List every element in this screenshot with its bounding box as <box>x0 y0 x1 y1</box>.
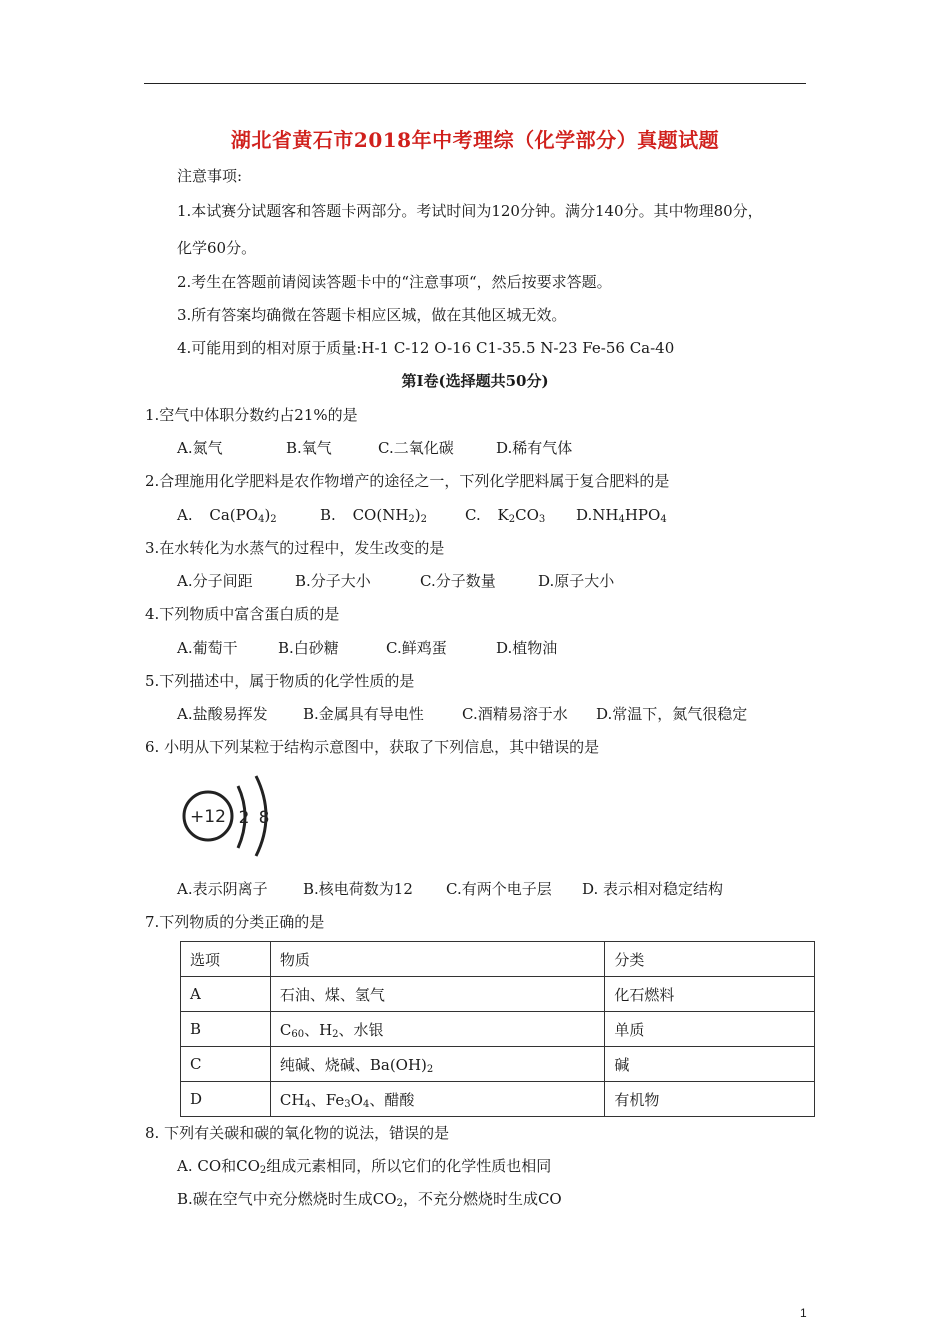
q8-option-b <box>177 1189 562 1214</box>
q8-stem: 8. 下列有关碳和碳的氧化物的说法，错误的是 <box>145 1124 450 1142</box>
q5-option-a: A.盐酸易挥发 <box>177 705 268 723</box>
row-c-s1n: 2 <box>426 1063 434 1075</box>
row-c-substance <box>270 1047 604 1082</box>
notice-item-1-cont: 化学60分。 <box>177 239 257 257</box>
q2-stem: 2.合理施用化学肥料是农作物增产的途径之一，下列化学肥料属于复合肥料的是 <box>145 472 670 490</box>
page-title: 湖北省黄石市2018年中考理综（化学部分）真题试题 <box>230 128 720 152</box>
notice-item-1: 1.本试赛分试题客和答题卡两部分。考试时间为120分钟。满分140分。其中物理80分， <box>177 202 763 220</box>
row-d-substance <box>270 1082 604 1117</box>
q2-a-f2: ) <box>264 506 271 524</box>
q3-option-c: C.分子数量 <box>420 572 496 590</box>
row-a-substance: 石油、煤、氢气 <box>270 977 604 1012</box>
q2-d-f1: D.NH <box>576 506 619 524</box>
q2-d-s1: 4 <box>618 514 625 525</box>
header-substance: 物质 <box>270 942 604 977</box>
q2-option-b <box>320 505 427 530</box>
row-d-s1n: 4 <box>304 1098 311 1110</box>
q2-c-s1: 2 <box>508 514 516 525</box>
section-title: 第Ⅰ卷(选择题共50分) <box>401 372 549 390</box>
row-b-s3: 、水银 <box>338 1020 384 1039</box>
q1-option-b: B.氧气 <box>286 439 332 457</box>
q8-a-2: 组成元素相同，所以它们的化学性质也相同 <box>266 1157 552 1175</box>
row-d-s3: O <box>350 1090 363 1109</box>
q2-d-s2: 4 <box>660 514 667 525</box>
q6-stem: 6. 小明从下列某粒于结构示意图中，获取了下列信息，其中错误的是 <box>145 738 600 756</box>
q4-option-a: A.葡萄干 <box>177 639 238 657</box>
table-row <box>181 977 815 1012</box>
header-rule <box>144 83 806 84</box>
row-b-category: 单质 <box>605 1012 815 1047</box>
q2-b-s1: 2 <box>408 514 415 525</box>
row-d-option: D <box>181 1082 271 1117</box>
row-b-s2n: 2 <box>332 1028 339 1040</box>
q4-stem: 4.下列物质中富含蛋白质的是 <box>145 605 340 623</box>
q2-b-label: B. <box>320 506 336 524</box>
table-row <box>181 1012 815 1047</box>
q4-option-d: D.植物油 <box>496 639 558 657</box>
row-d-category: 有机物 <box>605 1082 815 1117</box>
q6-option-b: B.核电荷数为12 <box>303 880 413 898</box>
row-c-category: 碱 <box>605 1047 815 1082</box>
q4-option-b: B.白砂糖 <box>278 639 339 657</box>
row-c-s1: 纯碱、烧碱、Ba(OH) <box>279 1055 427 1074</box>
q2-option-c <box>465 505 545 530</box>
q6-option-d: D. 表示相对稳定结构 <box>582 880 724 898</box>
row-d-s2: 、Fe <box>310 1090 345 1109</box>
q3-stem: 3.在水转化为水蒸气的过程中，发生改变的是 <box>145 539 445 557</box>
q2-option-a <box>177 505 277 530</box>
q8-a-1: A. CO和CO <box>177 1157 260 1175</box>
notice-heading: 注意事项: <box>177 167 243 185</box>
row-a-option: A <box>181 977 271 1012</box>
row-d-s3n: 4 <box>362 1098 370 1110</box>
q2-c-s2: 3 <box>538 514 546 525</box>
row-b-s1n: 60 <box>291 1028 305 1040</box>
q2-a-formula <box>209 506 276 524</box>
q3-option-d: D.原子大小 <box>538 572 615 590</box>
row-b-substance <box>270 1012 604 1047</box>
notice-item-2: 2.考生在答题前请阅读答题卡中的“注意事项“，然后按要求答题。 <box>177 273 612 291</box>
row-b-s2: 、H <box>304 1020 333 1039</box>
q8-b-2: ，不充分燃烧时生成CO <box>402 1190 562 1208</box>
row-d-s2n: 3 <box>344 1098 351 1110</box>
header-option: 选项 <box>181 942 271 977</box>
row-b-option: B <box>181 1012 271 1047</box>
q6-option-a: A.表示阴离子 <box>177 880 268 898</box>
q1-stem: 1.空气中体职分数约占21%的是 <box>145 406 358 424</box>
q1-option-c: C.二氧化碳 <box>378 439 454 457</box>
q8-a-1n: 2 <box>259 1165 267 1176</box>
q2-a-f1: Ca(PO <box>209 506 259 524</box>
nucleus-charge: +12 <box>190 807 226 827</box>
q2-a-s1: 4 <box>258 514 265 525</box>
q2-c-label: C. <box>465 506 481 524</box>
q8-b-1: B.碳在空气中充分燃烧时生成CO <box>177 1190 397 1208</box>
q5-option-c: C.酒精易溶于水 <box>462 705 568 723</box>
row-c-option: C <box>181 1047 271 1082</box>
q4-option-c: C.鲜鸡蛋 <box>386 639 447 657</box>
row-b-s1: C <box>279 1020 292 1039</box>
row-d-s1: CH <box>279 1090 305 1109</box>
q5-stem: 5.下列描述中，属于物质的化学性质的是 <box>145 672 415 690</box>
q8-b-1n: 2 <box>396 1198 403 1209</box>
q2-a-s2: 2 <box>270 514 277 525</box>
atom-structure-diagram <box>176 772 276 862</box>
q2-b-f1: CO(NH <box>352 506 409 524</box>
q6-option-c: C.有两个电子层 <box>446 880 552 898</box>
table-header-row <box>181 942 815 977</box>
q1-option-a: A.氮气 <box>177 439 223 457</box>
classification-table <box>180 941 815 1117</box>
q8-option-a <box>177 1156 551 1181</box>
q2-b-s2: 2 <box>420 514 428 525</box>
q2-c-formula <box>498 506 546 524</box>
row-a-category: 化石燃料 <box>605 977 815 1012</box>
q5-option-d: D.常温下，氮气很稳定 <box>596 705 748 723</box>
notice-item-4: 4.可能用到的相对原于质量:H-1 C-12 O-16 C1-35.5 N-23 Fe-56 Ca-40 <box>177 339 675 357</box>
q7-stem: 7.下列物质的分类正确的是 <box>145 913 325 931</box>
q2-b-formula <box>353 506 427 524</box>
shell-1-electrons: 2 <box>238 808 250 828</box>
q2-b-f2: ) <box>414 506 421 524</box>
q2-c-f1: K <box>497 506 509 524</box>
header-category: 分类 <box>605 942 815 977</box>
q3-option-b: B.分子大小 <box>295 572 371 590</box>
q3-option-a: A.分子间距 <box>177 572 253 590</box>
q2-c-f2: CO <box>515 506 539 524</box>
q2-option-d <box>576 505 667 530</box>
q5-option-b: B.金属具有导电性 <box>303 705 424 723</box>
q1-option-d: D.稀有气体 <box>496 439 573 457</box>
table-row <box>181 1082 815 1117</box>
q2-d-f2: HPO <box>624 506 661 524</box>
q2-a-label: A. <box>177 506 193 524</box>
notice-item-3: 3.所有答案均确微在答题卡相应区城，做在其他区城无效。 <box>177 306 567 324</box>
page-number: 1 <box>800 1306 807 1320</box>
shell-2-electrons: 8 <box>258 808 270 828</box>
row-d-s4: 、醋酸 <box>369 1090 415 1109</box>
table-row <box>181 1047 815 1082</box>
